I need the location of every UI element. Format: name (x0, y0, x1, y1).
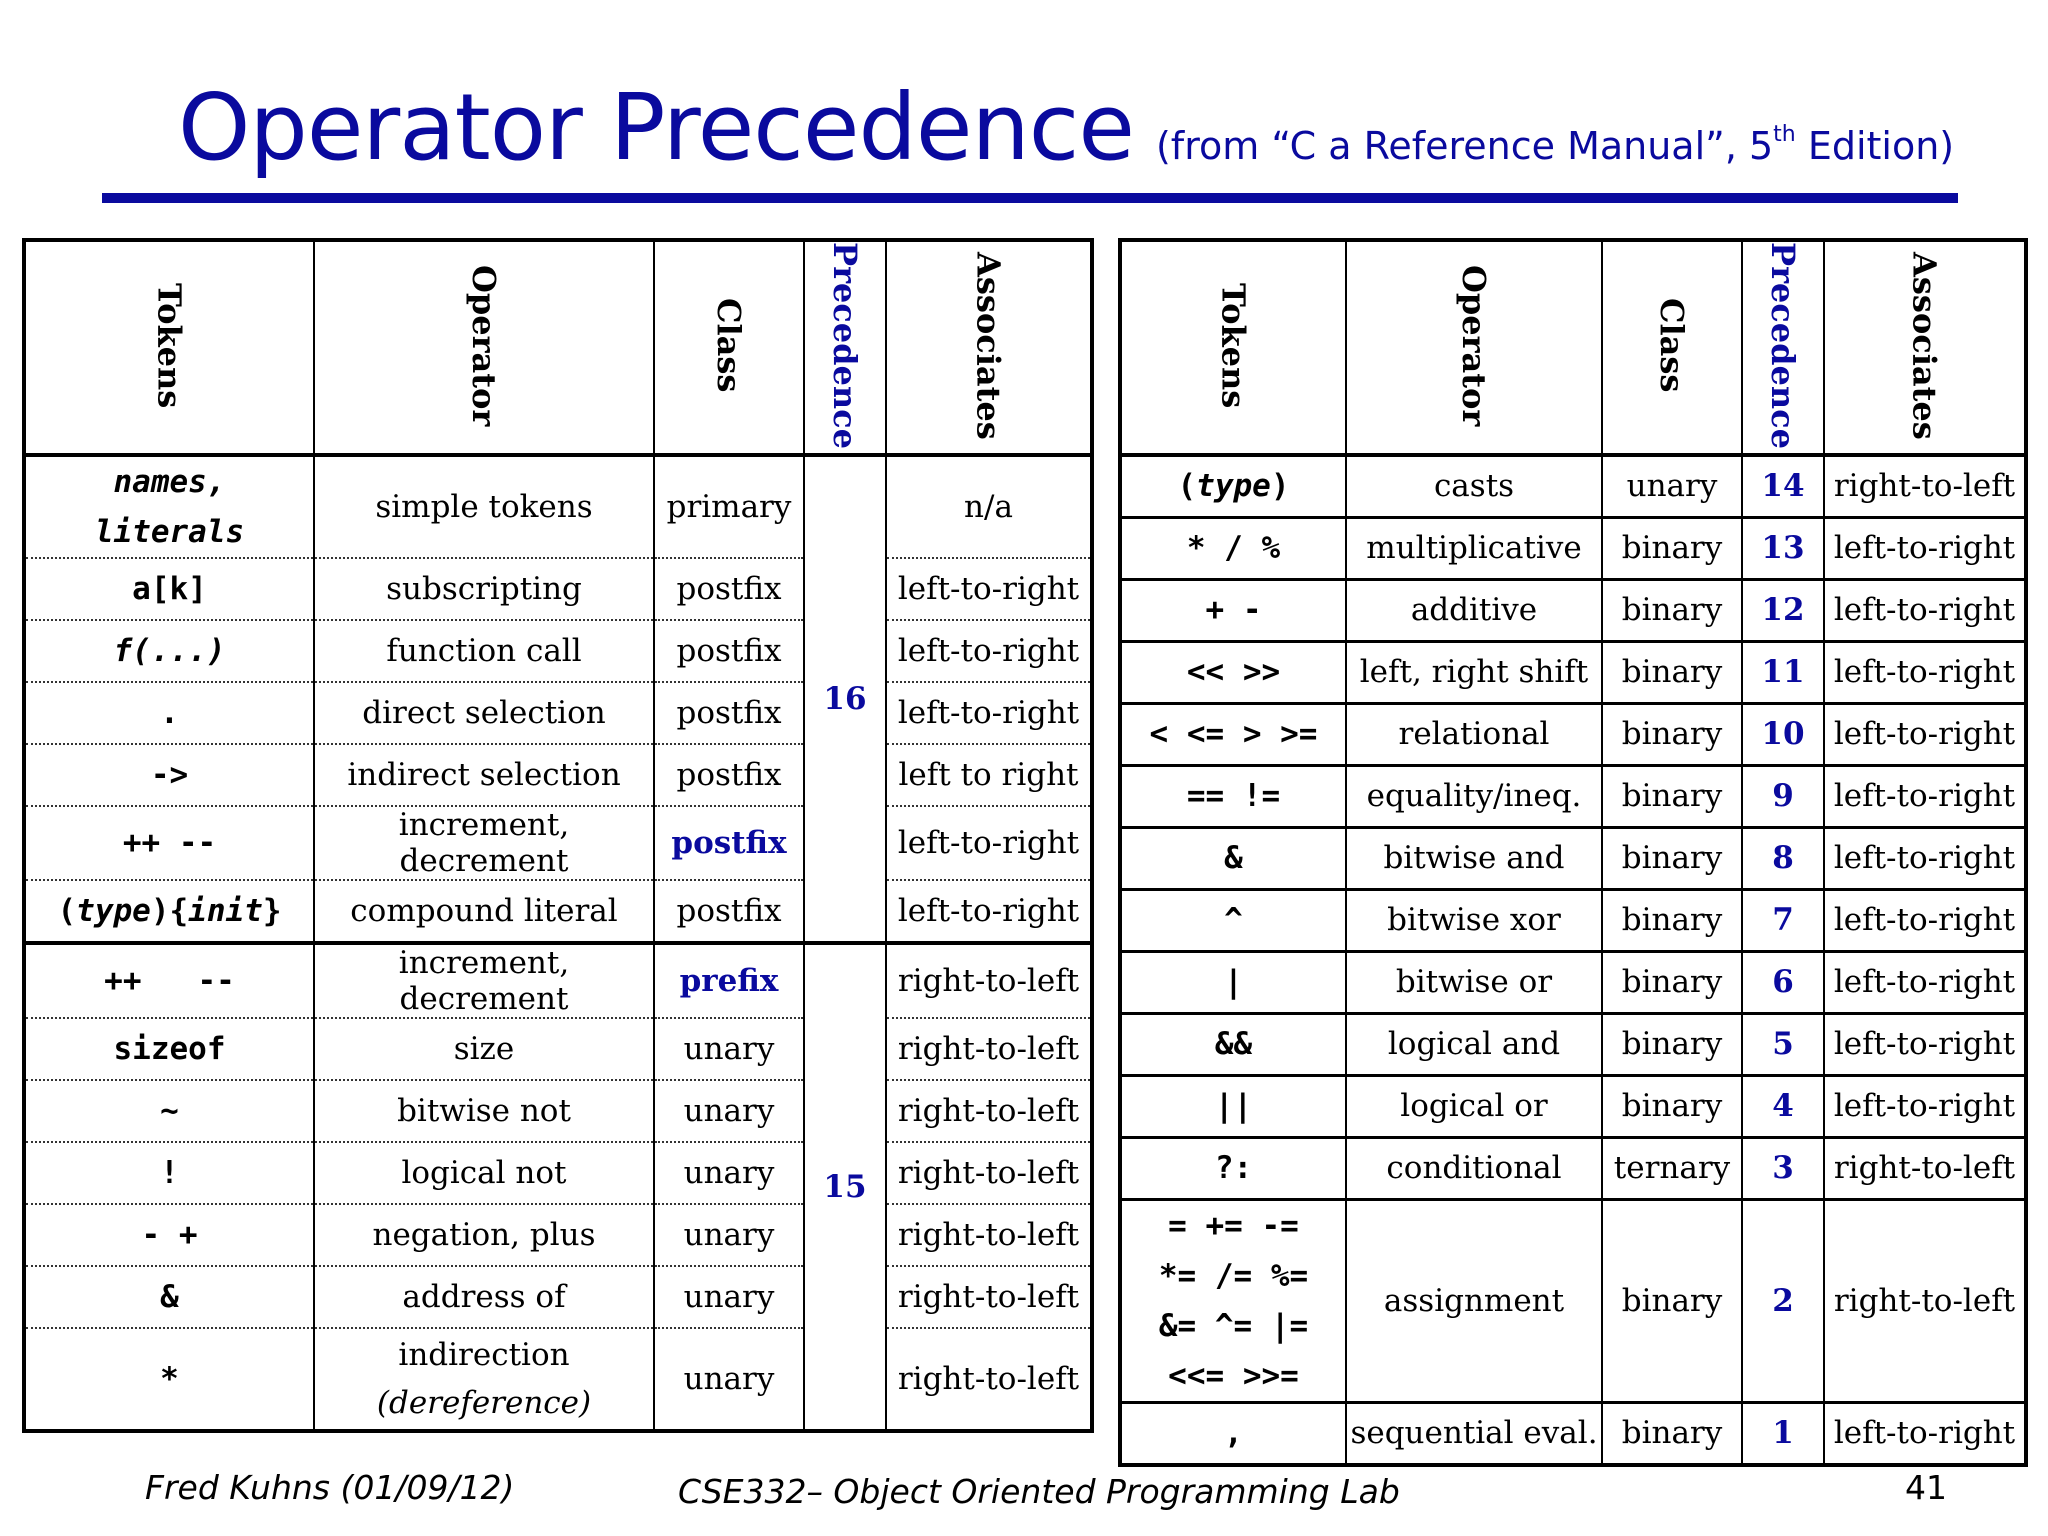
header-operator: Operator (314, 240, 654, 455)
class-cell: binary (1602, 765, 1742, 827)
operator-cell: conditional (1346, 1137, 1602, 1199)
precedence-cell: 6 (1742, 951, 1824, 1013)
header-class: Class (1602, 240, 1742, 455)
table-row (1120, 703, 2026, 765)
operator-cell: address of (314, 1266, 654, 1328)
token-cell: < <= > >= (1120, 703, 1346, 765)
token-cell: ++ -- (24, 943, 314, 1018)
token-cell: ++ -- (24, 806, 314, 880)
associates-cell: n/a (886, 455, 1092, 558)
table-row (1120, 455, 2026, 518)
class-cell: primary (654, 455, 804, 558)
associates-cell: right-to-left (1824, 1137, 2026, 1199)
page-number: 41 (1905, 1468, 1947, 1507)
precedence-table-left (22, 238, 1094, 1433)
operator-cell: indirect selection (314, 744, 654, 806)
table-row (1120, 1199, 2026, 1402)
class-cell: unary (654, 1080, 804, 1142)
table-row (24, 1080, 1092, 1142)
operator-cell: relational (1346, 703, 1602, 765)
precedence-cell: 9 (1742, 765, 1824, 827)
slide-title (178, 74, 1954, 181)
footer-course: CSE332– Object Oriented Programming Lab (678, 1472, 1400, 1511)
token-cell: & (24, 1266, 314, 1328)
associates-cell: left-to-right (1824, 889, 2026, 951)
associates-cell: left-to-right (1824, 1402, 2026, 1465)
table-row (24, 1204, 1092, 1266)
operator-cell: negation, plus (314, 1204, 654, 1266)
operator-cell: casts (1346, 455, 1602, 518)
table-row (1120, 1402, 2026, 1465)
token-cell: -> (24, 744, 314, 806)
precedence-cell: 15 (804, 943, 886, 1431)
class-cell: postfix (654, 620, 804, 682)
table-row (1120, 1137, 2026, 1199)
header-class: Class (654, 240, 804, 455)
table-header-row (24, 240, 1092, 455)
operator-cell: size (314, 1018, 654, 1080)
token-cell: names, literals (24, 455, 314, 558)
operator-cell: increment, decrement (314, 943, 654, 1018)
associates-cell: left-to-right (886, 880, 1092, 943)
precedence-cell: 4 (1742, 1075, 1824, 1137)
associates-cell: left-to-right (1824, 765, 2026, 827)
table-row (24, 744, 1092, 806)
token-cell: ~ (24, 1080, 314, 1142)
header-tokens: Tokens (1120, 240, 1346, 455)
associates-cell: left-to-right (1824, 703, 2026, 765)
token-cell: * (24, 1328, 314, 1431)
token-cell: , (1120, 1402, 1346, 1465)
operator-cell: indirection (dereference) (314, 1328, 654, 1431)
token-cell: || (1120, 1075, 1346, 1137)
associates-cell: right-to-left (1824, 455, 2026, 518)
operator-cell: additive (1346, 579, 1602, 641)
class-cell: postfix (654, 682, 804, 744)
precedence-cell: 12 (1742, 579, 1824, 641)
associates-cell: right-to-left (886, 1018, 1092, 1080)
precedence-table-right (1118, 238, 2028, 1467)
token-cell: + - (1120, 579, 1346, 641)
operator-cell: function call (314, 620, 654, 682)
table-row (1120, 951, 2026, 1013)
associates-cell: right-to-left (886, 943, 1092, 1018)
precedence-cell: 5 (1742, 1013, 1824, 1075)
associates-cell: right-to-left (886, 1204, 1092, 1266)
operator-cell: logical and (1346, 1013, 1602, 1075)
header-tokens: Tokens (24, 240, 314, 455)
operator-cell: multiplicative (1346, 517, 1602, 579)
associates-cell: left-to-right (1824, 951, 2026, 1013)
table-row (1120, 889, 2026, 951)
associates-cell: right-to-left (886, 1142, 1092, 1204)
title-main: Operator Precedence (178, 74, 1134, 181)
class-cell: unary (654, 1204, 804, 1266)
associates-cell: right-to-left (1824, 1199, 2026, 1402)
precedence-cell: 7 (1742, 889, 1824, 951)
table-row (24, 806, 1092, 880)
header-precedence: Precedence (1742, 240, 1824, 455)
table-row (1120, 579, 2026, 641)
class-cell: postfix (654, 806, 804, 880)
table-row (24, 558, 1092, 620)
header-associates: Associates (886, 240, 1092, 455)
operator-cell: sequential eval. (1346, 1402, 1602, 1465)
token-cell: ! (24, 1142, 314, 1204)
class-cell: unary (654, 1266, 804, 1328)
header-operator: Operator (1346, 240, 1602, 455)
table-row (24, 1328, 1092, 1431)
associates-cell: left-to-right (886, 806, 1092, 880)
operator-cell: bitwise xor (1346, 889, 1602, 951)
operator-cell: bitwise not (314, 1080, 654, 1142)
token-cell: ?: (1120, 1137, 1346, 1199)
table-header-row (1120, 240, 2026, 455)
token-cell: && (1120, 1013, 1346, 1075)
operator-cell: logical or (1346, 1075, 1602, 1137)
title-source: (from “C a Reference Manual”, 5th Edition) (1155, 122, 1955, 168)
token-cell: = += -= *= /= %= &= ^= |= <<= >>= (1120, 1199, 1346, 1402)
associates-cell: left-to-right (1824, 1075, 2026, 1137)
operator-cell: logical not (314, 1142, 654, 1204)
class-cell: binary (1602, 517, 1742, 579)
token-cell: f(...) (24, 620, 314, 682)
associates-cell: left-to-right (886, 558, 1092, 620)
table-row (1120, 765, 2026, 827)
associates-cell: left-to-right (1824, 579, 2026, 641)
associates-cell: left-to-right (886, 682, 1092, 744)
table-row (1120, 517, 2026, 579)
class-cell: unary (654, 1018, 804, 1080)
class-cell: ternary (1602, 1137, 1742, 1199)
associates-cell: left-to-right (1824, 517, 2026, 579)
associates-cell: left-to-right (886, 620, 1092, 682)
precedence-cell: 3 (1742, 1137, 1824, 1199)
token-cell: ^ (1120, 889, 1346, 951)
table-row (24, 455, 1092, 558)
associates-cell: right-to-left (886, 1080, 1092, 1142)
token-cell: == != (1120, 765, 1346, 827)
associates-cell: right-to-left (886, 1266, 1092, 1328)
table-row (1120, 641, 2026, 703)
class-cell: binary (1602, 579, 1742, 641)
token-cell: | (1120, 951, 1346, 1013)
table-row (1120, 1013, 2026, 1075)
class-cell: postfix (654, 744, 804, 806)
operator-cell: compound literal (314, 880, 654, 943)
class-cell: binary (1602, 1075, 1742, 1137)
associates-cell: left-to-right (1824, 827, 2026, 889)
table-row (1120, 1075, 2026, 1137)
class-cell: postfix (654, 880, 804, 943)
token-cell: . (24, 682, 314, 744)
footer-author: Fred Kuhns (01/09/12) (145, 1468, 515, 1507)
operator-cell: bitwise or (1346, 951, 1602, 1013)
class-cell: binary (1602, 1402, 1742, 1465)
class-cell: binary (1602, 641, 1742, 703)
table-row (24, 620, 1092, 682)
operator-cell: simple tokens (314, 455, 654, 558)
table-row (24, 1142, 1092, 1204)
table-row (24, 880, 1092, 943)
class-cell: binary (1602, 827, 1742, 889)
class-cell: binary (1602, 703, 1742, 765)
associates-cell: left-to-right (1824, 641, 2026, 703)
class-cell: prefix (654, 943, 804, 1018)
table-row (1120, 827, 2026, 889)
table-row (24, 682, 1092, 744)
operator-cell: equality/ineq. (1346, 765, 1602, 827)
precedence-cell: 1 (1742, 1402, 1824, 1465)
table-row (24, 943, 1092, 1018)
precedence-cell: 2 (1742, 1199, 1824, 1402)
token-cell: (type){init} (24, 880, 314, 943)
token-cell: << >> (1120, 641, 1346, 703)
class-cell: binary (1602, 889, 1742, 951)
operator-cell: left, right shift (1346, 641, 1602, 703)
class-cell: binary (1602, 1013, 1742, 1075)
token-cell: a[k] (24, 558, 314, 620)
associates-cell: left-to-right (1824, 1013, 2026, 1075)
class-cell: unary (654, 1142, 804, 1204)
token-cell: * / % (1120, 517, 1346, 579)
token-cell: sizeof (24, 1018, 314, 1080)
table-row (24, 1266, 1092, 1328)
class-cell: binary (1602, 951, 1742, 1013)
title-underline (102, 193, 1958, 203)
table-row (24, 1018, 1092, 1080)
precedence-cell: 16 (804, 455, 886, 943)
operator-cell: bitwise and (1346, 827, 1602, 889)
precedence-cell: 8 (1742, 827, 1824, 889)
class-cell: unary (654, 1328, 804, 1431)
header-precedence: Precedence (804, 240, 886, 455)
associates-cell: left to right (886, 744, 1092, 806)
class-cell: unary (1602, 455, 1742, 518)
token-cell: & (1120, 827, 1346, 889)
precedence-cell: 10 (1742, 703, 1824, 765)
precedence-cell: 11 (1742, 641, 1824, 703)
operator-cell: direct selection (314, 682, 654, 744)
token-cell: (type) (1120, 455, 1346, 518)
associates-cell: right-to-left (886, 1328, 1092, 1431)
operator-cell: subscripting (314, 558, 654, 620)
class-cell: binary (1602, 1199, 1742, 1402)
operator-cell: increment, decrement (314, 806, 654, 880)
class-cell: postfix (654, 558, 804, 620)
precedence-cell: 14 (1742, 455, 1824, 518)
header-associates: Associates (1824, 240, 2026, 455)
operator-cell: assignment (1346, 1199, 1602, 1402)
precedence-cell: 13 (1742, 517, 1824, 579)
token-cell: - + (24, 1204, 314, 1266)
